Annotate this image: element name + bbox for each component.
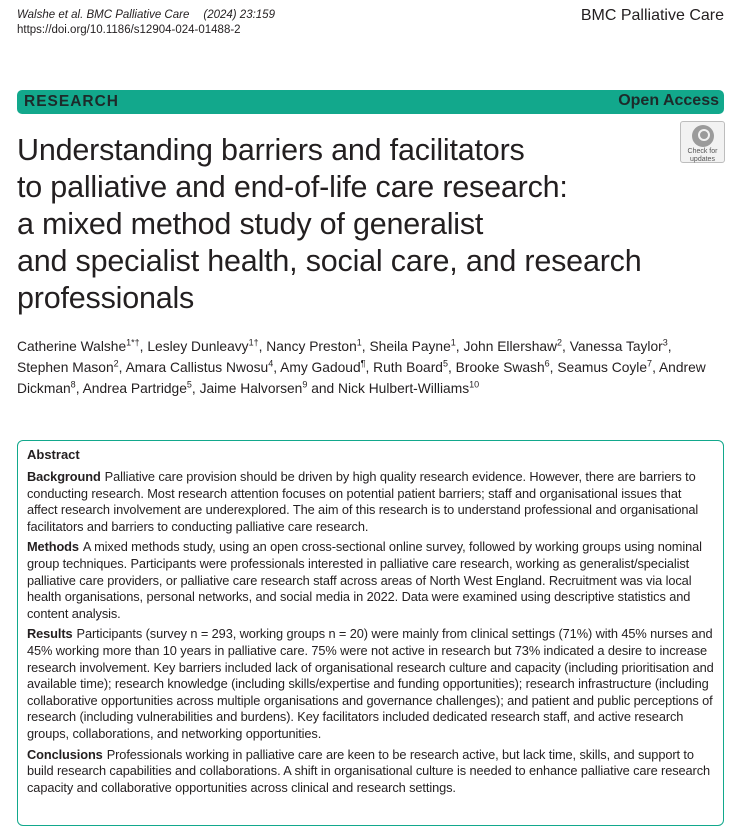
section-text: Palliative care provision should be driven by high quality research evidence. However, there are barriers to conducting research. Most research attention focuses on potential patient barriers; staff and organisational issues that affect research involvement are underexplored. The aim of this research is to understand professional and organisational facilitators and barriers to conducting palliative care research. <box>27 469 699 534</box>
author-affiliation-marker: 4 <box>268 358 274 369</box>
section-label: Background <box>27 469 101 484</box>
author-affiliation-marker: 5 <box>186 379 192 390</box>
author-name[interactable]: Andrea Partridge <box>82 381 187 396</box>
author-name[interactable]: Vanessa Taylor <box>569 339 663 354</box>
abstract-background <box>27 469 715 535</box>
author-name[interactable]: Brooke Swash <box>455 360 545 375</box>
author-name[interactable]: Stephen Mason <box>17 360 114 375</box>
section-text: Professionals working in palliative care are keen to be research active, but lack time, skills, and support to build research capabilities and collaborations. A shift in organisational culture is needed to enhance palliative care research capacity and collaborative opportunities across clinical and research settings. <box>27 746 711 795</box>
author-affiliation-marker: ¶ <box>360 358 366 369</box>
author-name[interactable]: Amy Gadoud <box>280 360 361 375</box>
author-name[interactable]: Seamus Coyle <box>557 360 648 375</box>
abstract-conclusions <box>27 747 715 797</box>
author-name[interactable]: Jaime Halvorsen <box>199 381 303 396</box>
check-updates-line1: Check for <box>687 148 718 155</box>
author-affiliation-marker: 5 <box>442 358 448 369</box>
abstract-results <box>27 626 715 742</box>
article-type-band <box>17 90 724 114</box>
author-affiliation-marker: 1*† <box>126 337 140 348</box>
author-affiliation-marker: 3 <box>662 337 668 348</box>
author-affiliation-marker: 8 <box>70 379 76 390</box>
author-affiliation-marker: 10 <box>469 379 480 390</box>
section-text: Participants (survey n = 293, working groups n = 20) were mainly from clinical settings (71%) with 45% nurses and 45% working more than 10 years in palliative care. 75% were not active in research but 73% indicated a desire to increase research involvement. Key barriers included lack of organisational research culture and capacity (including prioritisation and available time); research knowledge (including skills/expertise and funding opportunities); research infrastructure (including collaborative opportunities across multiple organisations and governance challenges); and patient and public perceptions of research (including vulnerabilities and burdens). Key facilitators included dedicated research staff, and active research groups, collaborations, and networking opportunities. <box>27 626 714 741</box>
header-authors: Walshe et al. BMC Palliative Care <box>17 9 190 21</box>
doi-link[interactable]: https://doi.org/10.1186/s12904-024-01488-2 <box>17 24 241 36</box>
author-name[interactable]: Amara Callistus Nwosu <box>125 360 269 375</box>
abstract-heading: Abstract <box>27 447 80 462</box>
running-header <box>17 8 275 38</box>
abstract-box <box>17 440 724 826</box>
check-updates-line2: updates <box>690 156 715 163</box>
abstract-methods <box>27 539 715 622</box>
author-name[interactable]: Sheila Payne <box>369 339 451 354</box>
author-affiliation-marker: 2 <box>557 337 563 348</box>
open-access-label: Open Access <box>618 92 719 109</box>
author-affiliation-marker: 1† <box>248 337 259 348</box>
section-label: Conclusions <box>27 746 103 762</box>
article-title <box>17 132 697 317</box>
article-type-label: RESEARCH <box>24 93 119 110</box>
author-name[interactable]: Lesley Dunleavy <box>147 339 249 354</box>
author-name[interactable]: Nick Hulbert-Williams <box>338 381 470 396</box>
author-name[interactable]: Catherine Walshe <box>17 339 127 354</box>
author-list: Catherine Walshe$^{1*\dagger}$, Lesley Dunleavy$^{1\dagger}$, Nancy Preston$^1$, Sheila Payne$^1$, John Ellershaw$^2$, Vanessa Taylor$^3$, Stephen Mason$^2$, Amara Callistus Nwosu$^4$, Amy Gadoud¶, Ruth Board$^5$, Brooke Swash$^6$, Seamus Coyle$^7$, Andrew Dickman$^8$, Andrea Partridge$^5$, Jaime Halvorsen$^9$ and Nick Hulbert-Williams$^{10}$ <box>17 337 706 396</box>
author-affiliation-marker: 6 <box>544 358 550 369</box>
author-name[interactable]: Nancy Preston <box>266 339 357 354</box>
author-affiliation-marker: 7 <box>647 358 653 369</box>
author-affiliation-marker: 1 <box>450 337 456 348</box>
author-name[interactable]: Ruth Board <box>373 360 443 375</box>
section-label: Results <box>27 626 73 642</box>
title-line: a mixed method study of generalist <box>17 207 484 241</box>
citation-line <box>17 8 275 23</box>
author-affiliation-marker: 1 <box>356 337 362 348</box>
title-line: Understanding barriers and facilitators <box>17 133 525 167</box>
header-citation: (2024) 23:159 <box>203 9 275 21</box>
journal-name: BMC Palliative Care <box>580 7 724 24</box>
author-name[interactable]: John Ellershaw <box>463 339 558 354</box>
author-affiliation-marker: 2 <box>113 358 119 369</box>
section-label: Methods <box>27 539 79 555</box>
section-text: A mixed methods study, using an open cross-sectional online survey, followed by working groups using nominal group techniques. Participants were professionals interested in palliative care research, working as generalist/specialist palliative care providers, or palliative care research staff across areas of North West England. Recruitment was via local health organisations, personal networks, and social media in 2022. Data were examined using descriptive statistics and content analysis. <box>27 539 702 621</box>
author-name[interactable]: Andrew Dickman <box>17 360 706 396</box>
title-line: and specialist health, social care, and research <box>17 244 642 278</box>
title-line: to palliative and end-of-life care research: <box>17 170 568 204</box>
title-line: professionals <box>17 281 195 315</box>
author-affiliation-marker: 9 <box>302 379 308 390</box>
